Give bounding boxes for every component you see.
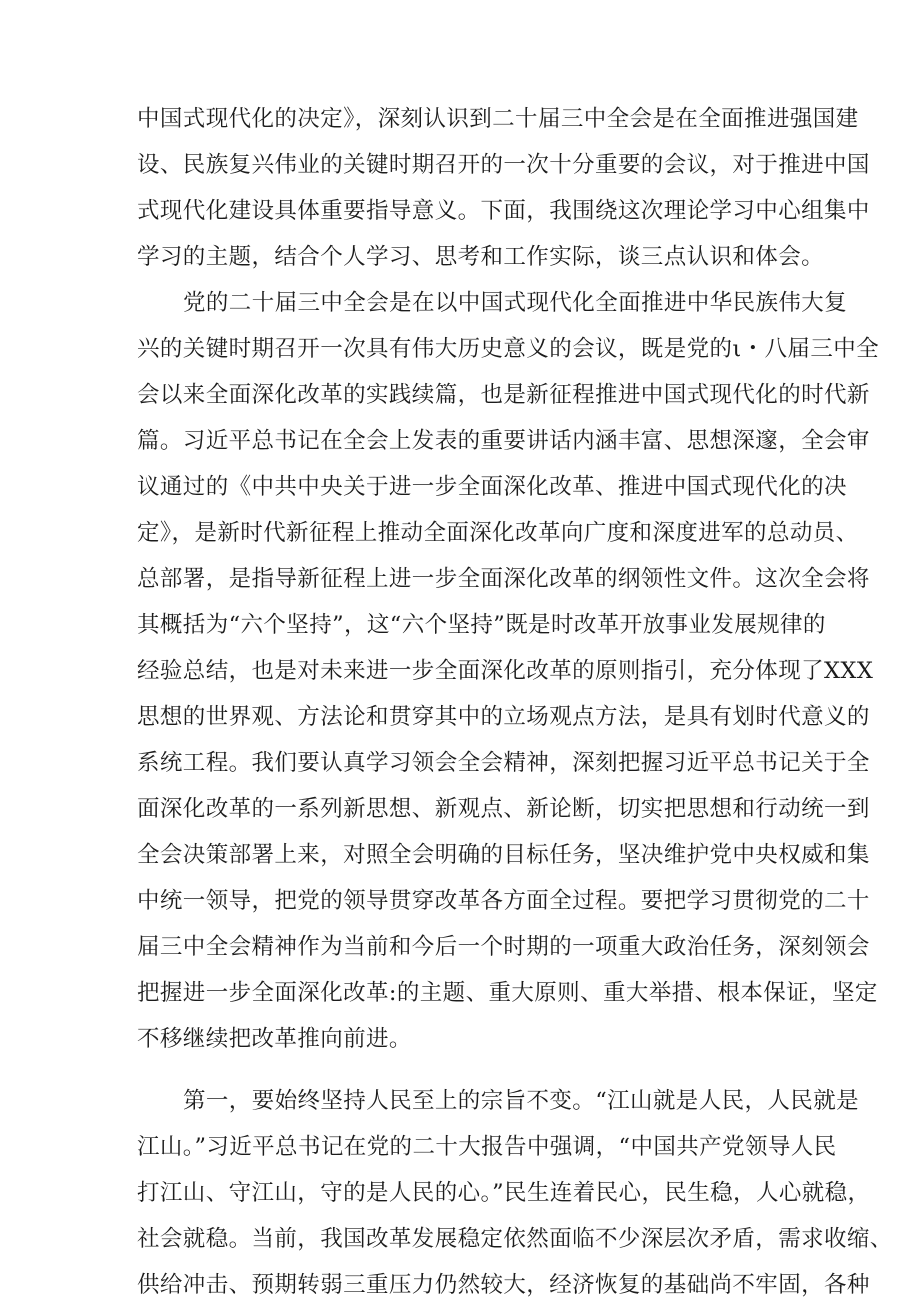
text-line: 社会就稳。当前，我国改革发展稳定依然面临不少深层次矛盾，需求收缩、	[137, 1226, 893, 1252]
text-line: 篇。习近平总书记在全会上发表的重要讲话内涵丰富、思想深邃，全会审	[137, 428, 870, 454]
text-line: 设、民族复兴伟业的关键时期召开的一次十分重要的会议，对于推进中国	[137, 152, 870, 178]
text-line: 思想的世界观、方法论和贯穿其中的立场观点方法，是具有划时代意义的	[137, 704, 870, 730]
text-line: 兴的关键时期召开一次具有伟大历史意义的会议，既是党的ι・八届三中全	[137, 336, 880, 362]
text-line: 不移继续把改革推向前进。	[137, 1026, 412, 1052]
text-line: 经验总结，也是对未来进一步全面深化改革的原则指引，充分体现了XXX	[137, 658, 874, 684]
text-line: 其概括为“六个坚持”，这“六个坚持”既是时改革开放事业发展规律的	[137, 612, 826, 638]
text-line: 第一，要始终坚持人民至上的宗旨不变。“江山就是人民，人民就是	[183, 1088, 860, 1114]
text-line: 供给冲击、预期转弱三重压力仍然较大，经济恢复的基础尚不牢固，各种	[137, 1272, 870, 1298]
text-line: 打江山、守江山，守的是人民的心。”民生连着民心，民生稳，人心就稳，	[137, 1180, 871, 1206]
text-line: 面深化改革的一系列新思想、新观点、新论断，切实把思想和行动统一到	[137, 796, 870, 822]
text-line: 全会决策部署上来，对照全会明确的目标任务，坚决维护党中央权威和集	[137, 842, 870, 868]
text-line: 式现代化建设具体重要指导意义。下面，我围绕这次理论学习中心组集中	[137, 198, 870, 224]
text-line: 定》，是新时代新征程上推动全面深化改革向广度和深度进军的总动员、	[137, 520, 859, 546]
text-line: 届三中全会精神作为当前和今后一个时期的一项重大政治任务，深刻领会	[137, 934, 870, 960]
text-line: 中国式现代化的决定》，深刻认识到二十届三中全会是在全面推进强国建	[137, 106, 859, 132]
text-line: 系统工程。我们要认真学习领会全会精神，深刻把握习近平总书记关于全	[137, 750, 870, 776]
text-line: 会以来全面深化改革的实践续篇，也是新征程推进中国式现代化的时代新	[137, 382, 870, 408]
text-line: 把握进一步全面深化改革:的主题、重大原则、重大举措、根本保证，坚定	[137, 980, 878, 1006]
text-line: 中统一领导，把党的领导贯穿改革各方面全过程。要把学习贯彻党的二十	[137, 888, 870, 914]
text-line: 党的二十届三中全会是在以中国式现代化全面推进中华民族伟大复	[183, 290, 848, 316]
text-line: 总部署，是指导新征程上进一步全面深化改革的纲领性文件。这次全会将	[137, 566, 870, 592]
text-line: 江山。”习近平总书记在党的二十大报告中强调，“中国共产党领导人民	[137, 1134, 837, 1160]
text-line: 议通过的《中共中央关于进一步全面深化改革、推进中国式现代化的决	[137, 474, 847, 500]
text-line: 学习的主题，结合个人学习、思考和工作实际，谈三点认识和体会。	[137, 244, 825, 270]
